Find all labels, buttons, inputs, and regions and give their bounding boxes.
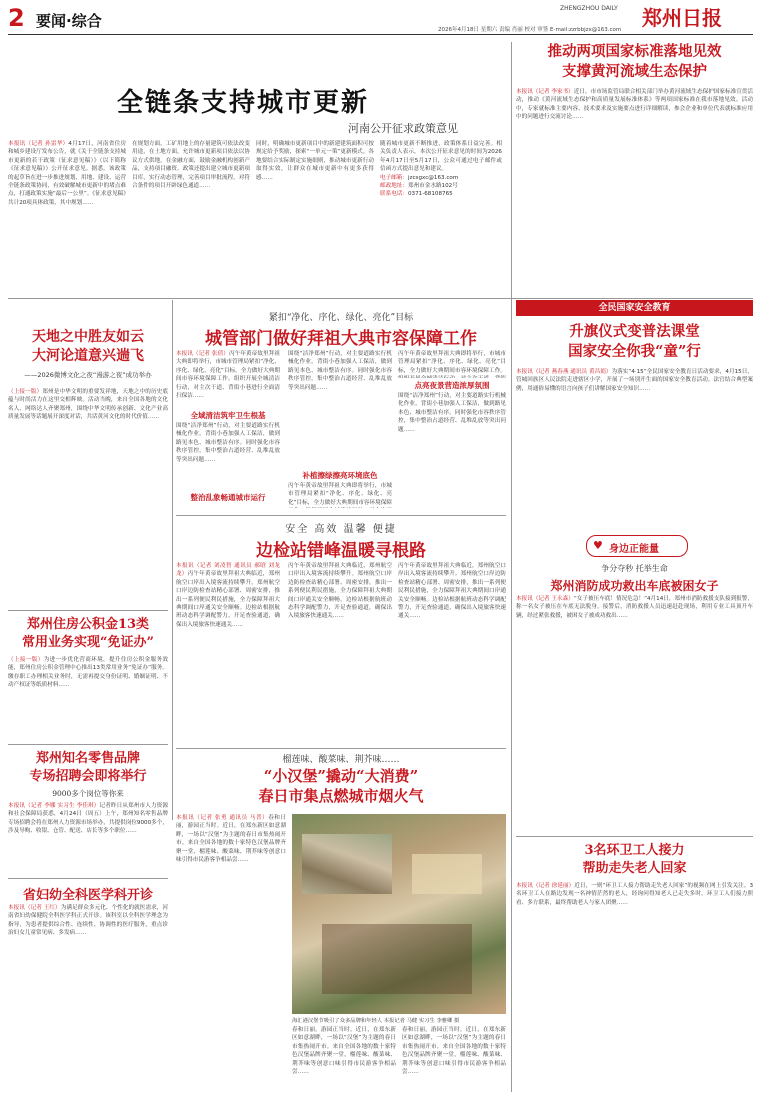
headline: 全链条支持城市更新 xyxy=(116,88,369,118)
banner: 全民国家安全教育 xyxy=(516,300,753,316)
divider xyxy=(516,836,753,837)
subhead-order: 整治乱象畅通城市运行 xyxy=(190,493,266,502)
paper-name-en: ZHENGZHOU DAILY xyxy=(560,5,618,12)
page-number: 2 xyxy=(8,4,25,32)
headline: 郑州知名零售品牌 专场招聘会即将举行 xyxy=(29,751,147,784)
heart-icon: ♥ xyxy=(593,539,603,552)
article-housing-fund xyxy=(8,612,168,742)
dateline: 2026年4月18日 星期六 责编 肖丽 校对 审签 E-mail:zzrbbjzx@163.com xyxy=(438,27,622,33)
column-3b: 围绕“洁净郑州”行动，对主要道路实行机械化作业，背街小巷加强人工保洁，做到路见本色、城市整洁有序。同时强化市容秩序管控，集中整治占道经营、乱堆乱放等突出问题…… xyxy=(398,393,506,433)
byline: 本报讯（记者 徐延丽） xyxy=(516,883,575,889)
column-2: 围绕“洁净郑州”行动，对主要道路实行机械化作业，背街小巷加强人工保洁，做到路见本色、城市整洁有序。同时强化市容秩序管控，集中整治占道经营、乱堆乱放等突出问题…… xyxy=(288,351,392,391)
article-fire-rescue xyxy=(516,535,753,835)
column-2: 丙午年黄帝故里拜祖大典临近，郑州航空口岸出入境客流持续攀升。郑州航空口岸边防检查站精心部署、周密安排，推出一系列便民利民措施，全力保障拜祖大典期间口岸通关安全顺畅。边检站根据航班动态科学调配警力，开足查验通道，确保出入境旅客快速通关…… xyxy=(288,563,392,620)
headline: 升旗仪式变普法课堂 国家安全你我“童”行 xyxy=(568,323,701,360)
article-body xyxy=(8,802,168,874)
section-tag xyxy=(586,535,688,557)
article-text: 近日，市市场监管局联合相关部门举办黄河流域生态保护国家标准宣贯活动，推动《黄河流域生态保护和高质量发展标准体系》等两项国家标准在我市落地见效。活动中，专家就标准主要内容、技术要求及实施要点进行详细解读，参会企业和单位代表就标准应用中的问题进行交流讨论…… xyxy=(516,89,753,121)
column-3: 丙午年黄帝故里拜祖大典即将举行，市城市管理局紧扣“净化、序化、绿化、亮化”目标，全力做好大典期间市容环境保障工作。 xyxy=(398,351,506,374)
market-photo xyxy=(292,814,506,1014)
article-text: 为进一步优化营商环境，提升住房公积金服务效能，郑州住房公积金管理中心推出13类常用业务“免证办”服务。缴存职工办理相关业务时，无需再提交身份证明、婚姻证明、不动产权证等纸质材料…… xyxy=(8,657,168,689)
byline: 本报讯（记者 王红） xyxy=(8,905,61,911)
kicker: 安全 高效 温馨 便捷 xyxy=(285,524,397,535)
section-tag-label: 身边正能量 xyxy=(609,544,659,555)
article-maternal-hospital xyxy=(8,880,168,1092)
byline: 本报讯（记者 王永森） xyxy=(516,596,574,602)
article-yellow-river-standards xyxy=(516,42,753,297)
byline: （上接一版） xyxy=(8,657,44,663)
address-label: 邮政地址： xyxy=(380,183,408,190)
article-body xyxy=(516,88,753,293)
article-urban-renewal xyxy=(8,80,508,295)
article-body xyxy=(8,388,168,608)
byline: 本报讯（记者 张倩） xyxy=(176,351,229,357)
phone: 0371-68108765 xyxy=(407,191,453,198)
article-sanitation-workers xyxy=(516,838,753,1092)
article-text: 为落实“4·15”全民国家安全教育日活动要求，4月15日，管城回族区人民法院走进辖区小学，开展了一场别开生面的国家安全教育活动。法官结合典型案例，用通俗易懂的语言向孩子们讲解国家安全知识…… xyxy=(516,369,753,392)
subhead-clean: 全域清洁筑牢卫生根基 xyxy=(190,411,266,420)
subheadline: 河南公开征求政策意见 xyxy=(348,122,458,135)
article-national-security xyxy=(516,300,753,530)
article-text: 为满足群众多元化、个性化的就医需求，河南省妇幼保健院全科医学科正式开诊。该科室以全科医学理念为指导，为患者提供综合性、连续性、协调性的医疗服务，重点诊治妇女儿童常见病、多发病…… xyxy=(8,905,168,937)
contact-email: jzcsgxc@163.com xyxy=(407,174,459,181)
headline: 郑州消防成功救出车底被困女子 xyxy=(550,579,719,593)
column-2: 在规划方面，工矿用地上的存量建筑可依法改变用途，在土地方面，允许城市更新项目依法以协议方式供地，在金融方面，鼓励金融机构创新产品，支持项目融资。政策还提出建立城市更新项目库，实行动态管理，完善项目审批流程，对符合条件的项目开辟绿色通道…… xyxy=(132,141,250,190)
phone-label: 联系电话： xyxy=(380,191,408,198)
headline: 城管部门做好拜祖大典市容保障工作 xyxy=(205,329,477,349)
headline: 推动两项国家标准落地见效 支撑黄河流域生态保护 xyxy=(547,43,722,80)
byline: （上接一版） xyxy=(8,389,43,395)
photo-caption: 海汇港汉堡节吸引了众多品牌和年轻人 本报记者 马健 实习生 李雅卿 摄 xyxy=(292,1018,460,1024)
kicker: 榴莲味、酸菜味、荆芥味…… xyxy=(282,755,400,765)
divider xyxy=(176,515,506,516)
column-1 xyxy=(176,562,280,742)
article-text: 春和日丽，游园正当时。近日，在郑东新区如意湖畔，一场以“汉堡”为主题的春日市集热闹开市。来自全国各地的数十家特色汉堡品牌齐聚一堂，榴莲味、酸菜味、荆芥味等创意口味引得市民游客争相品尝…… xyxy=(176,815,286,864)
column-2b: 丙午年黄帝故里拜祖大典即将举行，市城市管理局紧扣“净化、序化、绿化、亮化”目标，全力做好大典期间市容环境保障 xyxy=(288,483,392,506)
byline: 本报讯（记者 燕春燕 通讯员 黄昌娟） xyxy=(516,369,612,375)
divider xyxy=(8,610,168,611)
divider xyxy=(8,878,168,879)
column-3: 丙午年黄帝故里拜祖大典临近，郑州航空口岸出入境客流持续攀升。郑州航空口岸边防检查站精心部署、周密安排，推出一系列便民利民措施，全力保障拜祖大典期间口岸通关安全顺畅。边检站根据航班动态科学调配警力，开足查验通道，确保出入境旅客快速通关…… xyxy=(398,563,506,620)
section-title: 要闻·综合 xyxy=(36,12,102,30)
divider xyxy=(8,744,168,745)
address: 郑州市金水路102号 xyxy=(407,183,458,190)
column-1 xyxy=(8,140,126,290)
article-text: 丙午年黄帝故里拜祖大典即将举行，市城市管理局紧扣“净化、序化、绿化、亮化”目标，全力做好大典期间市容环境保障工作。组织开展全城清洁行动，对主次干道、背街小巷进行全面清扫保洁…… xyxy=(176,351,280,400)
headline: 郑州住房公积金13类 常用业务实现“免证办” xyxy=(22,617,154,650)
divider xyxy=(172,300,173,820)
column-1 xyxy=(176,814,286,1022)
masthead-rule xyxy=(8,34,753,35)
article-job-fair xyxy=(8,746,168,876)
column-3: 春和日丽，游园正当时。近日，在郑东新区如意湖畔，一场以“汉堡”为主题的春日市集热闹开市。来自全国各地的数十家特色汉堡品牌齐聚一堂，榴莲味、酸菜味、荆芥味等创意口味引得市民游客争相品尝…… xyxy=(402,1027,506,1076)
article-weibo-night xyxy=(8,300,168,610)
byline: 本报讯（记者 李家书） xyxy=(516,89,574,95)
byline: 本报讯（记者 张勇 通讯员 马普） xyxy=(176,815,269,821)
masthead xyxy=(0,0,761,36)
article-body xyxy=(8,656,168,740)
headline: 3名环卫工人接力 帮助走失老人回家 xyxy=(582,843,687,876)
column-1 xyxy=(176,350,280,408)
article-city-management xyxy=(176,310,506,510)
article-text: 近日，一则“环卫工人接力帮助走失老人回家”的视频在网上引发关注。3名环卫工人在路边发现一名神情茫然的老人，经询问得知老人已走失多时，环卫工人们接力照看、多方联系，最终帮助老人与家人团聚…… xyxy=(516,883,753,906)
subheadline: 9000多个岗位等你来 xyxy=(52,789,124,798)
headline: “小汉堡”撬动“大消费” 春日市集点燃城市烟火气 xyxy=(258,767,424,805)
article-border-inspection xyxy=(176,518,506,748)
headline: 省妇幼全科医学科开诊 xyxy=(22,888,153,903)
divider xyxy=(176,748,506,749)
article-body xyxy=(516,595,753,827)
divider xyxy=(511,42,512,1092)
headline: 天地之中胜友如云 大河论道意兴遄飞 xyxy=(32,329,144,364)
article-text: 记者昨日从郑州市人力资源和社会保障局获悉，4月24日（周五）上午，郑州知名零售品牌专场招聘会将在郑州人力资源市场举办，共提供岗位9000多个，涉及导购、收银、仓管、配送、店长等多个职位…… xyxy=(8,803,168,835)
kicker: 紧扣“净化、序化、绿化、亮化”目标 xyxy=(268,313,414,323)
byline: 本报讯（记者 刘凌智 通讯员 郝晗 刘龙龙） xyxy=(176,563,280,578)
headline: 边检站错峰温暖寻根路 xyxy=(256,541,426,561)
column-4 xyxy=(380,140,502,290)
byline: 本报讯（记者 李娜 实习生 李佳琪） xyxy=(8,803,100,809)
article-text: “女子被压车底！情况危急！”4月14日，郑州市消防救援支队接到报警，称一名女子被压在车底无法脱身。接警后，消防救援人员迅速赶赴现场，利用专业工具顶升车辆，经过紧张救援，被困女子被成功救出…… xyxy=(516,596,753,619)
article-body xyxy=(8,904,168,1090)
kicker: 争分夺秒 托举生命 xyxy=(601,564,668,573)
column-1b: 围绕“洁净郑州”行动，对主要道路实行机械化作业，背街小巷加强人工保洁，做到路见本色、城市整洁有序。同时强化市容秩序管控，集中整治占道经营、乱堆乱放等突出问题…… xyxy=(176,423,280,463)
contact-email-label: 电子邮箱： xyxy=(380,174,408,181)
article-body xyxy=(516,882,753,1090)
divider xyxy=(8,298,753,299)
paper-name: 郑州日报 xyxy=(642,6,722,30)
column-2: 春和日丽，游园正当时。近日，在郑东新区如意湖畔，一场以“汉堡”为主题的春日市集热闹开市。来自全国各地的数十家特色汉堡品牌齐聚一堂，榴莲味、酸菜味、荆芥味等创意口味引得市民游客争相品尝…… xyxy=(292,1027,396,1076)
byline: 本报讯（记者 孙雷华） xyxy=(8,141,69,147)
subheadline: ——2026微博文化之夜“漫游之夜”成功举办 xyxy=(24,371,152,379)
column-3: 同时，明确城市更新项目中的新建建筑面积可按规定给予奖励，探索“一单元一策”更新模式。各地要结合实际制定实施细则，推动城市更新行动取得实效，让群众在城市更新中有更多获得感…… xyxy=(256,141,374,181)
subhead-lights: 点亮夜景营造浓厚氛围 xyxy=(414,381,490,390)
article-burger-market xyxy=(176,750,506,1092)
article-text: 郑州是中华文明的重要发祥地，天地之中的历史底蕴与时尚活力在这里交相辉映。活动当晚，来自全国各地的文化名人、网络达人齐聚郑州，围绕中华文明传承创新、文化产业高质量发展等话题展开深度对话，共话黄河文化的时代价值…… xyxy=(8,389,168,421)
article-text: 4月17日，河南省住房和城乡建设厅发布公告，就《关于全链条支持城市更新的若干政策（征求意见稿）》（以下简称《征求意见稿》）公开征求意见。据悉，该政策的起草旨在进一步推进规划、用地、建设、运营全链条政策协同，有效破解城市更新中的堵点难点，打通政策实施“最后一公里”。《征求意见稿》共计20项具体政策，其中规划…… xyxy=(8,141,126,206)
subhead-green: 补植擦绿擦亮环境底色 xyxy=(302,471,378,480)
article-body xyxy=(516,368,753,526)
article-text: 随着城市更新不断推进，政策体系日益完善。相关负责人表示，本次公开征求意见的时间为2026年4月17日至5月17日，公众可通过电子邮件或信函方式提出意见和建议。 xyxy=(380,141,502,173)
article-text: 丙午年黄帝故里拜祖大典临近，郑州航空口岸出入境客流持续攀升。郑州航空口岸边防检查站精心部署、周密安排，推出一系列便民利民措施，全力保障拜祖大典期间口岸通关安全顺畅。边检站根据航班动态科学调配警力，开足查验通道，确保出入境旅客快速通关…… xyxy=(176,571,280,628)
